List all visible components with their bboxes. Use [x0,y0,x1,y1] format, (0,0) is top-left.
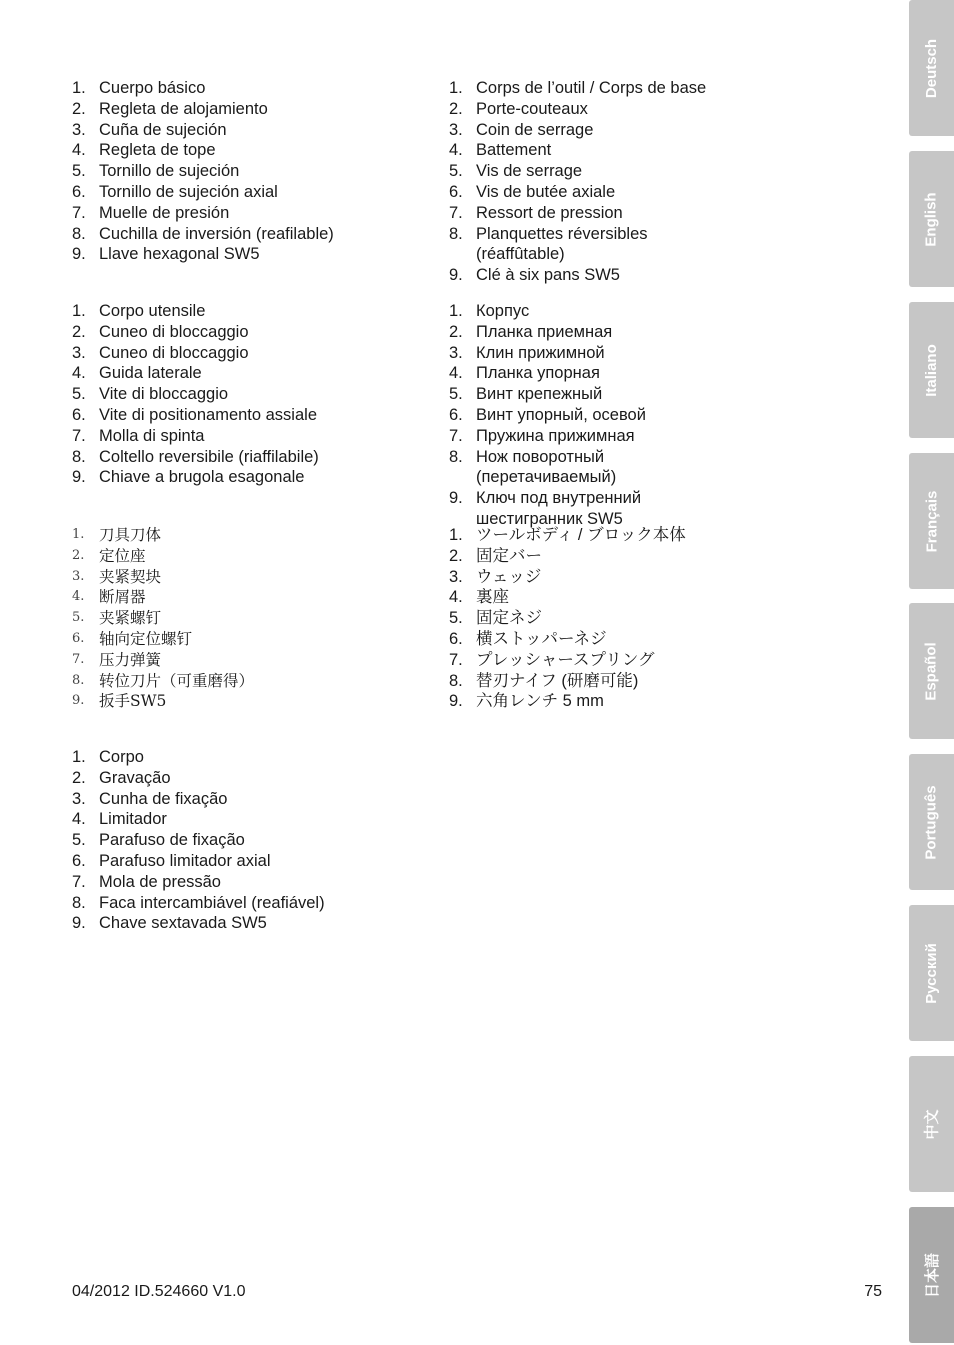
item-number: 9. [72,468,86,487]
item-number: 6. [72,182,86,201]
item-text: Ключ под внутренний шестигранник SW5 [476,489,642,528]
list-item [72,99,372,120]
list-item [72,768,372,789]
list-item [449,265,709,286]
item-number: 4. [449,141,463,160]
item-text: ツールボディ / ブロック本体 [476,526,686,544]
item-text: Vite di positionamento assiale [99,405,317,424]
item-text: Chiave a brugola esagonale [99,468,305,487]
item-number: 7. [449,203,463,222]
item-text: Parafuso de fixação [99,831,245,850]
item-number: 8. [72,893,86,912]
item-number: 1. [449,302,463,320]
tab-portugues[interactable]: Português [909,754,954,890]
item-text: Cuerpo básico [99,79,206,97]
list-item [449,322,689,343]
list-item [449,426,689,447]
list-item [72,851,372,872]
item-number: 8. [449,671,463,690]
item-text: Planquettes réversibles (réaffûtable) [476,224,648,264]
item-text: Винт крепежный [476,385,603,404]
list-item [449,140,709,161]
tab-deutsch[interactable]: Deutsch [909,0,954,136]
item-number: 7. [72,872,86,891]
list-item [449,203,709,224]
list-item [72,747,372,768]
list-item [449,161,709,182]
item-number: 4. [449,364,463,383]
item-text: 定位座 [99,546,146,565]
item-number: 2. [449,99,463,118]
list-item [72,809,372,830]
list-item [72,789,372,810]
item-text: Llave hexagonal SW5 [99,245,260,264]
item-text: Chave sextavada SW5 [99,914,267,933]
list-item [72,893,372,914]
parts-list-portuguese [72,747,372,934]
list-item [449,691,749,712]
item-text: Coltello reversibile (riaffilabile) [99,447,319,466]
tab-russian[interactable]: Русский [909,905,954,1041]
item-text: Tornillo de sujeción axial [99,182,278,201]
list-item [72,671,392,692]
item-number: 9. [449,266,463,285]
item-text: 裏座 [476,588,509,607]
list-item [72,525,392,546]
item-text: プレッシャースプリング [476,650,655,669]
item-number: 5. [449,609,463,628]
item-number: 7. [449,426,463,445]
item-text: Планка приемная [476,322,613,341]
list-item [72,363,392,384]
tab-english[interactable]: English [909,151,954,287]
list-item [449,405,689,426]
parts-list-spanish [72,78,372,265]
list-item [449,182,709,203]
list-item [72,384,392,405]
item-text: 六角レンチ 5 mm [476,692,604,711]
item-text: Guida laterale [99,364,202,383]
item-number: 9. [72,914,86,933]
list-item [449,608,749,629]
item-text: Cuneo di bloccaggio [99,343,249,362]
item-number: 5. [72,610,85,626]
item-text: 压力弹簧 [99,650,162,669]
item-number: 5. [449,385,463,404]
item-text: Cuña de sujeción [99,120,227,139]
tab-italiano[interactable]: Italiano [909,302,954,438]
item-number: 7. [72,203,86,222]
item-text: Faca intercambiável (reafiável) [99,893,325,912]
item-number: 3. [449,343,463,362]
list-item [72,405,392,426]
item-text: Корпус [476,302,530,320]
item-text: 横ストッパーネジ [476,629,607,648]
item-number: 5. [72,385,86,404]
item-number: 3. [72,789,86,808]
item-number: 5. [72,162,86,181]
list-item [449,99,709,120]
list-item [72,546,392,567]
item-text: Mola de pressão [99,872,221,891]
list-item [72,587,392,608]
parts-list-italian [72,301,392,488]
tab-francais[interactable]: Français [909,453,954,589]
list-item [449,384,689,405]
item-text: Планка упорная [476,364,600,383]
list-item [72,301,392,322]
item-text: Corpo [99,748,144,766]
list-item [72,872,372,893]
list-item [449,224,709,266]
item-number: 1. [449,526,463,544]
item-text: Regleta de alojamiento [99,99,268,118]
page-number: 75 [864,1283,882,1300]
item-text: 固定バー [476,546,542,565]
item-text: Винт упорный, осевой [476,405,646,424]
list-item [72,913,372,934]
list-item [449,343,689,364]
item-number: 2. [449,546,463,565]
list-item [449,525,749,546]
list-item [449,629,749,650]
item-text: Cunha de fixação [99,789,228,808]
item-text: Клин прижимной [476,343,605,362]
item-number: 3. [449,567,463,586]
item-number: 8. [449,224,463,243]
list-item [72,343,392,364]
parts-list-japanese [449,525,749,712]
item-number: 3. [72,343,86,362]
item-number: 3. [72,120,86,139]
item-number: 8. [72,672,85,688]
item-text: 断屑器 [99,588,146,607]
item-text: Regleta de tope [99,141,216,160]
item-number: 2. [72,547,85,563]
item-text: Tornillo de sujeción [99,162,240,181]
list-item [72,650,392,671]
item-text: ウェッジ [476,567,542,586]
item-number: 7. [72,651,85,667]
list-item [72,120,372,141]
list-item [72,140,372,161]
item-text: 固定ネジ [476,609,542,628]
item-number: 8. [72,224,86,243]
item-number: 6. [72,405,86,424]
item-number: 6. [449,405,463,424]
item-number: 6. [449,629,463,648]
list-item [72,244,372,265]
item-text: 转位刀片（可重磨得） [99,671,255,690]
item-text: 刀具刀体 [99,526,162,544]
item-text: 替刃ナイフ (研磨可能) [476,671,639,690]
item-number: 1. [72,79,86,97]
item-number: 5. [449,162,463,181]
item-text: Clé à six pans SW5 [476,266,620,285]
item-text: Molla di spinta [99,426,205,445]
item-text: 夹紧螺钉 [99,609,162,628]
item-text: 夹紧契块 [99,567,162,586]
item-text: Нож поворотный (перетачиваемый) [476,447,617,487]
item-number: 6. [72,630,85,646]
list-item [72,426,392,447]
item-text: Coin de serrage [476,120,594,139]
document-id: 04/2012 ID.524660 V1.0 [72,1283,246,1300]
item-number: 3. [449,120,463,139]
item-number: 4. [449,588,463,607]
item-text: Пружина прижимная [476,426,635,445]
item-text: Vis de serrage [476,162,583,181]
item-text: Vis de butée axiale [476,182,616,201]
list-item [72,691,392,712]
item-number: 1. [72,302,86,320]
item-number: 1. [72,748,86,766]
list-item [72,567,392,588]
list-item [72,224,372,245]
list-item [449,567,749,588]
item-number: 2. [72,768,86,787]
item-text: 轴向定位螺钉 [99,629,193,648]
list-item [449,120,709,141]
item-text: Ressort de pression [476,203,623,222]
item-text: Limitador [99,810,167,829]
tab-chinese[interactable]: 中文 [909,1056,954,1192]
list-item [72,467,392,488]
item-number: 5. [72,831,86,850]
list-item [72,203,372,224]
item-text: Corps de l’outil / Corps de base [476,79,707,97]
item-number: 8. [449,447,463,466]
list-item [449,488,689,530]
item-number: 6. [449,182,463,201]
item-number: 4. [72,141,86,160]
tab-japanese[interactable]: 日本語 [909,1207,954,1343]
parts-list-chinese [72,525,392,712]
list-item [449,671,749,692]
item-number: 7. [72,426,86,445]
list-item [449,650,749,671]
list-item [449,78,709,99]
list-item [449,447,689,489]
item-number: 9. [449,692,463,711]
list-item [72,182,372,203]
item-number: 9. [72,245,86,264]
item-number: 9. [72,693,85,709]
item-number: 4. [72,810,86,829]
list-item [72,608,392,629]
item-text: Vite di bloccaggio [99,385,229,404]
list-item [449,363,689,384]
list-item [72,629,392,650]
item-text: Porte-couteaux [476,99,588,118]
item-text: Cuchilla de inversión (reafilable) [99,224,334,243]
item-number: 6. [72,851,86,870]
item-text: Gravação [99,768,171,787]
list-item [72,78,372,99]
item-text: Corpo utensile [99,302,206,320]
parts-list-french [449,78,709,286]
item-text: Muelle de presión [99,203,230,222]
item-number: 2. [72,322,86,341]
list-item [72,322,392,343]
item-number: 4. [72,589,85,605]
item-text: Battement [476,141,552,160]
item-number: 4. [72,364,86,383]
list-item [449,301,689,322]
item-text: Cuneo di bloccaggio [99,322,249,341]
list-item [72,830,372,851]
list-item [72,447,392,468]
list-item [72,161,372,182]
item-number: 2. [72,99,86,118]
item-number: 9. [449,489,463,508]
item-number: 8. [72,447,86,466]
item-text: 扳手SW5 [99,692,167,711]
item-text: Parafuso limitador axial [99,851,271,870]
item-number: 1. [72,527,85,542]
tab-espanol[interactable]: Español [909,603,954,739]
list-item [449,587,749,608]
parts-list-russian [449,301,689,530]
item-number: 7. [449,650,463,669]
item-number: 2. [449,322,463,341]
item-number: 3. [72,568,85,584]
item-number: 1. [449,79,463,97]
list-item [449,546,749,567]
